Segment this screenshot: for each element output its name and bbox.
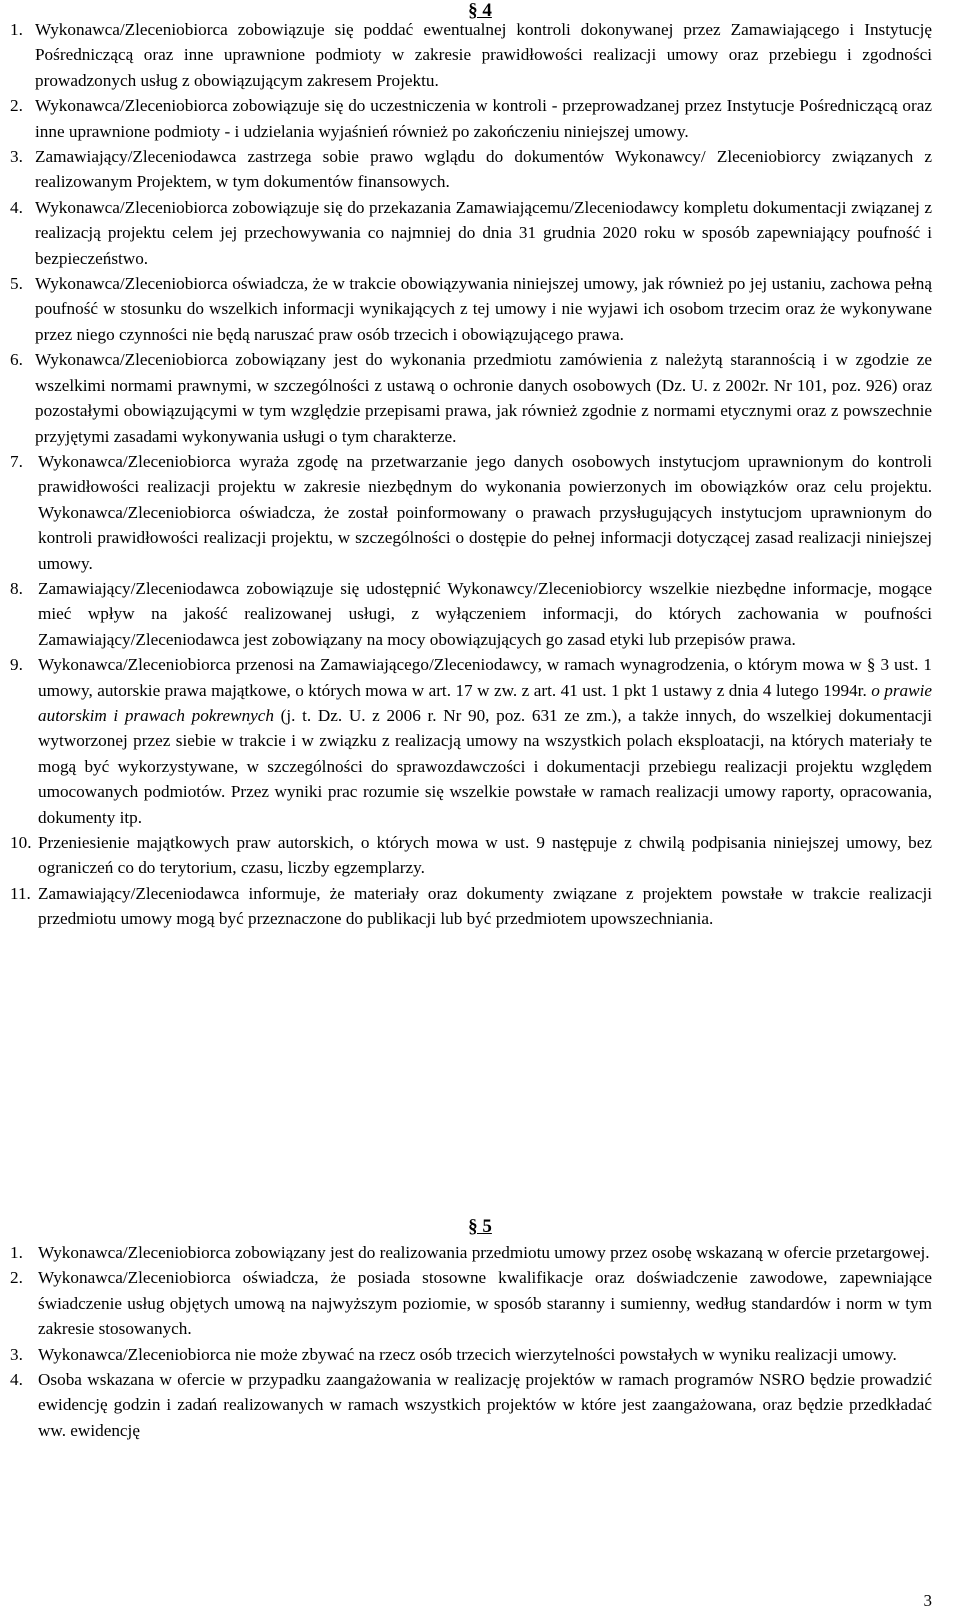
item-number: 2. bbox=[10, 1268, 23, 1288]
list-item bbox=[10, 1265, 932, 1341]
item-number: 3. bbox=[10, 147, 23, 167]
list-item bbox=[10, 576, 932, 652]
list-item bbox=[10, 17, 932, 93]
item-number: 1. bbox=[10, 20, 23, 39]
item-number: 7. bbox=[10, 451, 23, 471]
item-text: Zamawiający/Zleceniodawca zastrzega sobie prawo wglądu do dokumentów Wykonawcy/ Zleceniobiorcy związanych z realizowanym Projektem, w tym dokumentów finansowych. bbox=[35, 147, 932, 192]
item-number: 5. bbox=[10, 274, 23, 294]
section-5-list bbox=[10, 1240, 932, 1443]
section-5-title: § 5 bbox=[468, 1216, 492, 1237]
item-text: Wykonawca/Zleceniobiorca zobowiązuje się poddać ewentualnej kontroli dokonywanej przez Zamawiającego i Instytucję Pośredniczącą oraz inne uprawnione podmioty w zakresie prawidłowości realizacji umowy oraz przebiegu i zgodności prowadzonych usług z obowiązującym zakresem Projektu. bbox=[35, 20, 932, 90]
item-text-italic: o prawie autorskim i prawach pokrewnych bbox=[38, 680, 932, 725]
item-text: Wykonawca/Zleceniobiorca zobowiązuje się do przekazania Zamawiającemu/Zleceniodawcy kompletu dokumentacji związanej z realizacją projektu celem jej przechowywania co najmniej do dnia 31 grudnia 2020 roku w sposób zapewniający poufność i bezpieczeństwo. bbox=[35, 197, 932, 268]
item-number: 11. bbox=[10, 883, 31, 903]
list-item bbox=[10, 881, 932, 932]
item-number: 6. bbox=[10, 350, 23, 370]
item-text: Wykonawca/Zleceniobiorca oświadcza, że posiada stosowne kwalifikacje oraz doświadczenie zawodowe, zapewniające świadczenie usług objętych umową na najwyższym poziomie, w sposób staranny i sumienny, według standardów i norm w tym zakresie stosowanych. bbox=[38, 1268, 932, 1339]
item-text-b: (j. t. Dz. U. z 2006 r. Nr 90, poz. 631 ze zm.), a także innych, do wszelkiej dokumentacji wytworzonej przez siebie w trakcie i w związku z realizacją umowy na wszystkich polach eksploatacji, na których materiały te mogą być wykorzystywane, w szczególności do sprawozdawczości i dokumentacji przebiegu realizacji projektu względem umocowanych podmiotów. Przez wyniki prac rozumie się wszelkie powstałe w ramach realizacji umowy raporty, opracowania, dokumenty itp. bbox=[38, 705, 932, 827]
item-text: Wykonawca/Zleceniobiorca wyraża zgodę na przetwarzanie jego danych osobowych instytucjom uprawnionym do kontroli prawidłowości realizacji projektu w zakresie niezbędnym do wykonania powierzonych im obowiązków oraz celu projektu. Wykonawca/Zleceniobiorca oświadcza, że został poinformowany o prawach przysługujących instytucjom uprawnionym do kontroli prawidłowości realizacji projektu, w szczególności o dostępie do pełnej informacji dotyczącej zasad realizacji niniejszej umowy. bbox=[38, 451, 932, 573]
item-text: Wykonawca/Zleceniobiorca zobowiązuje się do uczestniczenia w kontroli - przeprowadzanej przez Instytucje Pośredniczącą oraz inne uprawnione podmioty - i udzielania wyjaśnień również po zakończeniu niniejszej umowy. bbox=[35, 96, 932, 141]
list-item bbox=[10, 449, 932, 576]
list-item bbox=[10, 347, 932, 449]
item-text: Zamawiający/Zleceniodawca zobowiązuje się udostępnić Wykonawcy/Zleceniobiorcy wszelkie niezbędne informacje, mogące mieć wpływ na jakość realizowanej usługi, z wyłączeniem informacji, do których zachowania w poufności Zamawiający/Zleceniodawca jest zobowiązany na mocy obowiązujących go zasad etyki lub przepisów prawa. bbox=[38, 578, 932, 649]
item-number: 8. bbox=[10, 578, 23, 598]
item-number: 3. bbox=[10, 1344, 23, 1364]
item-text: Wykonawca/Zleceniobiorca oświadcza, że w trakcie obowiązywania niniejszej umowy, jak również po jej ustaniu, zachowa pełną poufność w stosunku do wszelkich informacji wynikających z tej umowy i nie wyjawi ich osobom trzecim oraz że wykonywane przez niego czynności nie będą naruszać praw osób trzecich i obowiązującego prawa. bbox=[35, 274, 932, 344]
list-item bbox=[10, 830, 932, 881]
item-number: 1. bbox=[10, 1243, 23, 1262]
item-text: Zamawiający/Zleceniodawca informuje, że materiały oraz dokumenty związane z projektem powstałe w trakcie realizacji przedmiotu umowy mogą być przeznaczone do publikacji lub być przedmiotem upowszechniania. bbox=[38, 883, 932, 929]
item-text: Wykonawca/Zleceniobiorca nie może zbywać na rzecz osób trzecich wierzytelności powstałych w wyniku realizacji umowy. bbox=[38, 1344, 897, 1364]
item-number: 9. bbox=[10, 655, 23, 675]
list-item bbox=[10, 271, 932, 347]
list-item bbox=[10, 195, 932, 271]
item-text: Przeniesienie majątkowych praw autorskich, o których mowa w ust. 9 następuje z chwilą podpisania niniejszej umowy, bez ograniczeń co do terytorium, czasu, liczby egzemplarzy. bbox=[38, 833, 932, 878]
item-number: 2. bbox=[10, 96, 23, 116]
item-text-a: Wykonawca/Zleceniobiorca przenosi na Zamawiającego/Zleceniodawcy, w ramach wynagrodzenia, o którym mowa w § 3 ust. 1 umowy, autorskie prawa majątkowe, o których mowa w art. 17 w zw. z art. 41 ust. 1 pkt 1 ustawy z dnia 4 lutego 1994r. bbox=[38, 655, 932, 700]
item-text: Wykonawca/Zleceniobiorca zobowiązany jest do realizowania przedmiotu umowy przez osobę wskazaną w ofercie przetargowej. bbox=[38, 1243, 930, 1262]
item-number: 4. bbox=[10, 197, 23, 217]
list-item bbox=[10, 144, 932, 195]
section-4-title: § 4 bbox=[468, 0, 492, 21]
item-text: Osoba wskazana w ofercie w przypadku zaangażowania w realizację projektów w ramach programów NSRO będzie prowadzić ewidencję godzin i zadań realizowanych w ramach wszystkich projektów w które jest zaangażowana, oraz będzie przedkładać ww. ewidencję bbox=[38, 1370, 932, 1440]
list-item bbox=[10, 1240, 932, 1265]
page-number: 3 bbox=[923, 1590, 932, 1610]
list-item bbox=[10, 1342, 932, 1367]
list-item bbox=[10, 93, 932, 144]
item-text: Wykonawca/Zleceniobiorca zobowiązany jest do wykonania przedmiotu zamówienia z należytą starannością i w zgodzie ze wszelkimi normami prawnymi, w szczególności z ustawą o ochronie danych osobowych (Dz. U. z 2002r. Nr 101, poz. 926) oraz pozostałymi obowiązującymi w tym względzie przepisami prawa, jak również zgodnie z normami etycznymi oraz z powszechnie przyjętymi zasadami wykonywania usługi o tym charakterze. bbox=[35, 350, 932, 446]
section-4-list bbox=[10, 17, 932, 932]
list-item bbox=[10, 1367, 932, 1443]
item-number: 10. bbox=[10, 833, 32, 852]
item-number: 4. bbox=[10, 1370, 23, 1390]
list-item bbox=[10, 652, 932, 830]
